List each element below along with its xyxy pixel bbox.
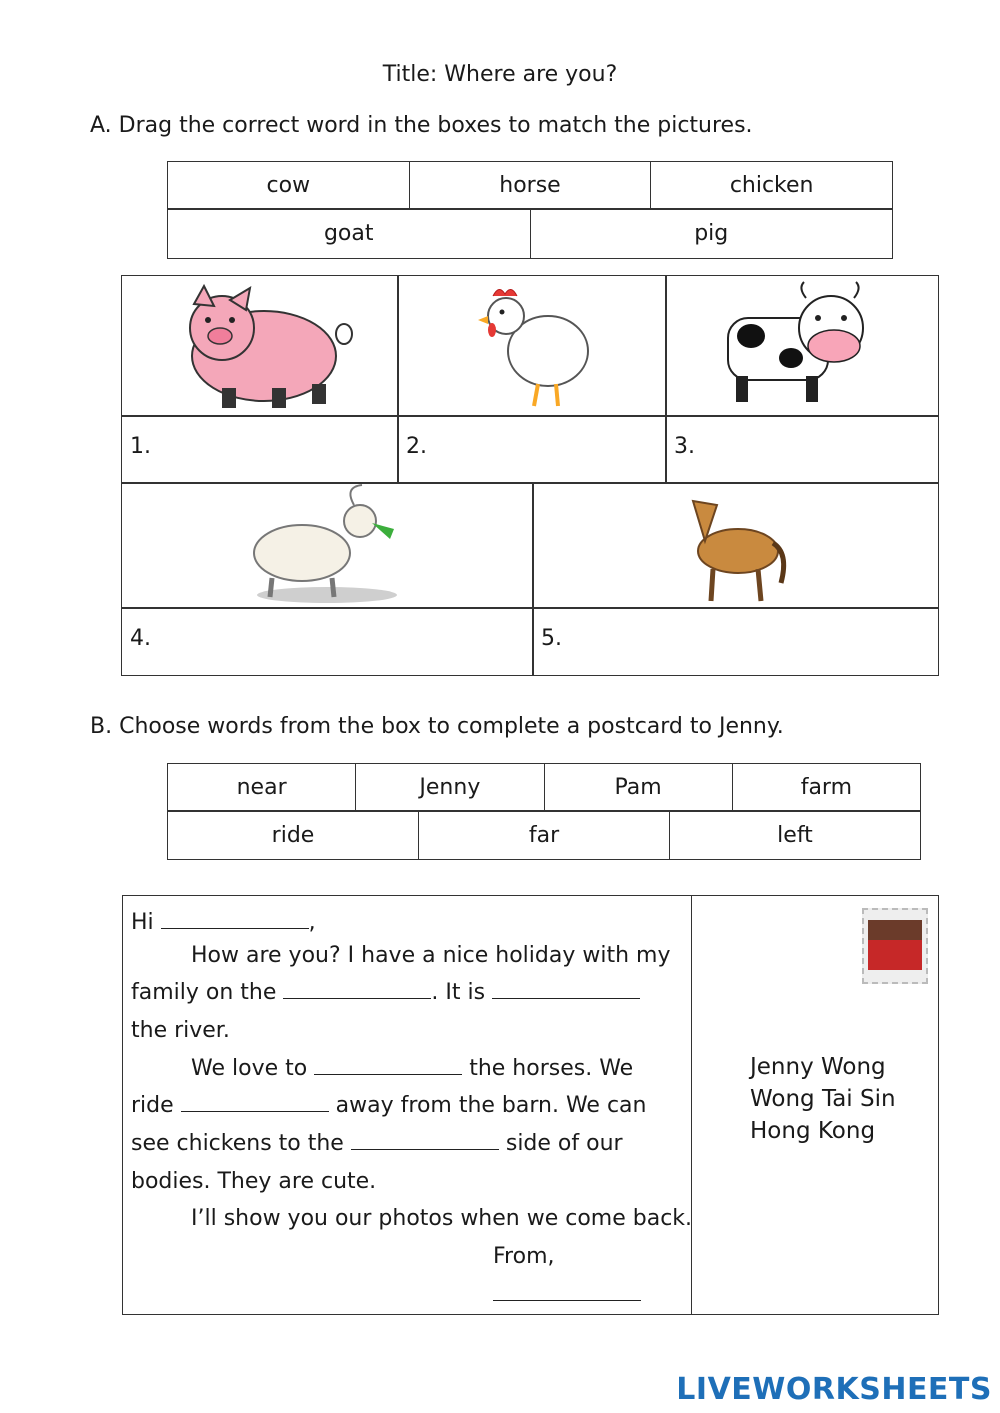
blank-1[interactable]	[161, 910, 309, 929]
answer-box-3[interactable]	[665, 415, 939, 484]
word-goat[interactable]: goat	[168, 209, 531, 259]
blank-2[interactable]	[283, 980, 431, 999]
section-a-instruction: A. Drag the correct word in the boxes to match the pictures.	[90, 113, 753, 138]
blank-5[interactable]	[181, 1093, 329, 1112]
letter-text-3a: family on the	[131, 980, 277, 1005]
pig-picture	[122, 276, 400, 418]
goat-picture	[122, 483, 535, 610]
item-number-4: 4.	[130, 626, 151, 651]
letter-line-6	[131, 1093, 646, 1118]
word-bank-b	[167, 763, 921, 812]
word-far[interactable]: far	[419, 811, 670, 860]
word-bank-a-row2	[167, 208, 893, 259]
worksheet-title: Title: Where are you?	[382, 62, 618, 87]
letter-text-5a: We love to	[191, 1056, 308, 1081]
greeting-comma: ,	[308, 910, 316, 935]
letter-text-7b: side of our	[505, 1131, 623, 1156]
section-b-instruction: B. Choose words from the box to complete a postcard to Jenny.	[90, 714, 784, 739]
word-jenny[interactable]: Jenny	[356, 764, 544, 812]
stamp-image	[862, 908, 928, 984]
letter-line-2: How are you? I have a nice holiday with my	[191, 943, 671, 968]
address-line-1: Jenny Wong	[750, 1054, 886, 1080]
letter-line-1	[131, 910, 316, 935]
answer-box-1[interactable]	[121, 415, 399, 484]
letter-line-5	[191, 1056, 633, 1081]
word-near[interactable]: near	[168, 764, 356, 812]
word-left[interactable]: left	[670, 811, 921, 860]
letter-line-10: From,	[493, 1244, 555, 1269]
cow-picture-cell	[665, 275, 939, 417]
word-bank-b-row2	[167, 810, 921, 860]
item-number-3: 3.	[674, 434, 695, 459]
item-number-1: 1.	[130, 434, 151, 459]
letter-text-6b: away from the barn. We can	[335, 1093, 647, 1118]
goat-picture-cell	[121, 482, 534, 609]
item-number-5: 5.	[541, 626, 562, 651]
horse-picture-cell	[532, 482, 939, 609]
pig-picture-cell	[121, 275, 399, 417]
word-ride[interactable]: ride	[168, 811, 419, 860]
word-horse[interactable]: horse	[409, 162, 651, 210]
letter-line-8: bodies. They are cute.	[131, 1169, 377, 1194]
cow-picture	[666, 276, 940, 418]
letter-line-9: I’ll show you our photos when we come back.	[191, 1206, 693, 1231]
item-number-2: 2.	[406, 434, 427, 459]
answer-box-4[interactable]	[121, 607, 534, 676]
stamp-icon	[864, 910, 926, 982]
word-farm[interactable]: farm	[732, 764, 920, 812]
letter-line-3	[131, 980, 640, 1005]
letter-text-5b: the horses. We	[469, 1056, 634, 1081]
letter-line-7	[131, 1131, 623, 1156]
blank-6[interactable]	[351, 1131, 499, 1150]
postcard-message	[122, 895, 692, 1315]
letter-text-7a: see chickens to the	[131, 1131, 344, 1156]
word-cow[interactable]: cow	[168, 162, 410, 210]
word-pam[interactable]: Pam	[544, 764, 732, 812]
greeting-text: Hi	[131, 910, 154, 935]
letter-line-4: the river.	[131, 1018, 230, 1043]
address-line-2: Wong Tai Sin	[750, 1086, 896, 1112]
horse-picture	[533, 483, 940, 610]
postcard-address-box	[690, 895, 939, 1315]
letter-text-6a: ride	[131, 1093, 174, 1118]
signature-line	[493, 1282, 641, 1307]
chicken-picture	[398, 276, 668, 418]
word-pig[interactable]: pig	[530, 209, 893, 259]
address-line-3: Hong Kong	[750, 1118, 876, 1144]
letter-text-3b: . It is	[431, 980, 486, 1005]
blank-3[interactable]	[492, 980, 640, 999]
word-chicken[interactable]: chicken	[651, 162, 893, 210]
chicken-picture-cell	[397, 275, 667, 417]
answer-box-2[interactable]	[397, 415, 667, 484]
answer-box-5[interactable]	[532, 607, 939, 676]
word-bank-a	[167, 161, 893, 210]
liveworksheets-logo: LIVEWORKSHEETS	[676, 1372, 992, 1407]
blank-4[interactable]	[314, 1056, 462, 1075]
blank-7[interactable]	[493, 1282, 641, 1301]
